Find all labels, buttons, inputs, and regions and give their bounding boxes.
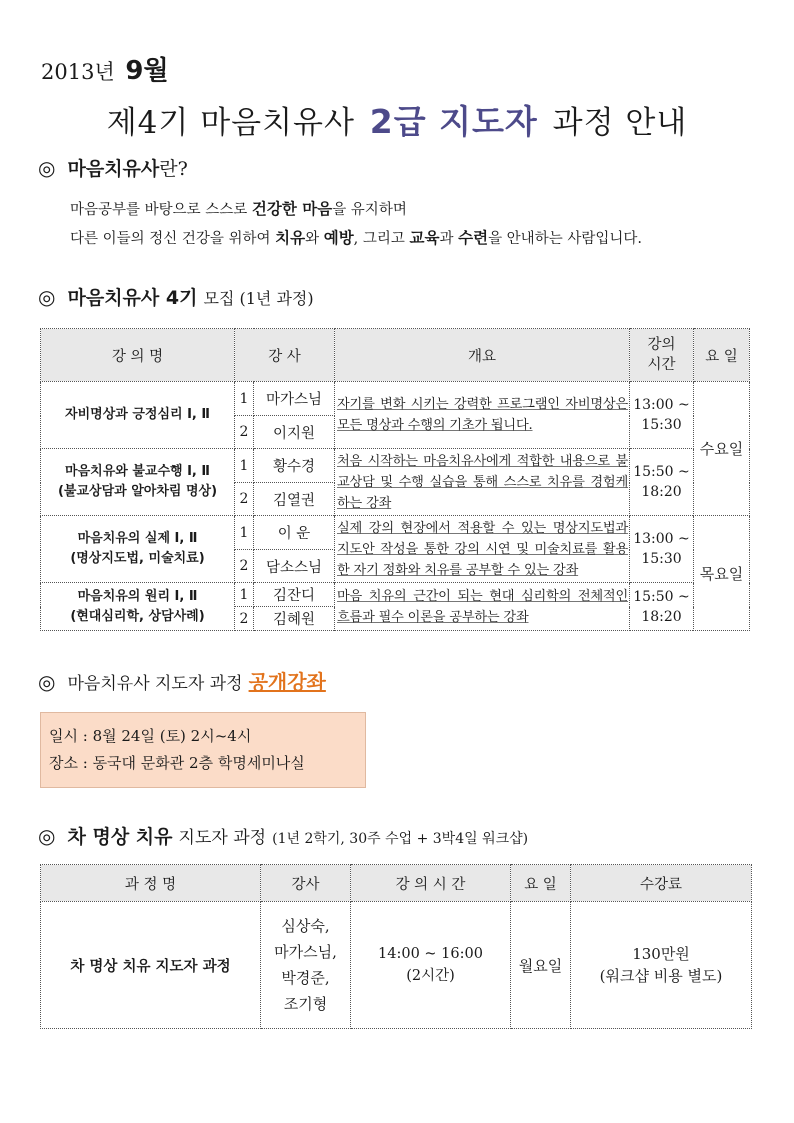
course-name <box>41 382 235 449</box>
course-time <box>630 583 694 631</box>
header-time: 강 의 시 간 <box>351 865 511 902</box>
instructor-name: 마가스님 <box>254 382 335 416</box>
time-end: 15:30 <box>641 417 682 433</box>
desc-text: 을 유지하며 <box>332 202 407 218</box>
instructor-name: 김혜원 <box>254 607 335 631</box>
header-day: 요 일 <box>694 329 750 382</box>
course-name: 차 명상 치유 지도자 과정 <box>41 902 261 1029</box>
time-start: 13:00 ~ <box>633 397 690 413</box>
title-highlight: 2급 지도자 <box>369 102 538 141</box>
course-overview <box>335 449 630 516</box>
instructor-name: 황수경 <box>254 449 335 483</box>
tea-course-table <box>40 864 752 1029</box>
course-line: (명상지도법, 미술치료) <box>70 551 205 566</box>
desc-text: 을 안내하는 사람입니다. <box>488 231 642 247</box>
heading-sub: (1년 2학기, 30주 수업 + 3박4일 워크샵) <box>272 831 529 847</box>
section-tea-meditation-heading <box>38 822 528 849</box>
course-name <box>41 583 235 631</box>
course-overview <box>335 382 630 449</box>
instructor-number: 2 <box>235 550 254 583</box>
course-line: 마음치유의 원리 Ⅰ, Ⅱ <box>77 588 198 604</box>
instructor-list <box>261 902 351 1029</box>
course-schedule-table <box>40 328 750 631</box>
instructor-name: 박경준, <box>281 969 330 987</box>
instructor-name: 김잔디 <box>254 583 335 607</box>
table-row <box>41 382 750 416</box>
heading-rest: 모집 (1년 과정) <box>203 289 314 308</box>
course-line: 마음치유의 실제 Ⅰ, Ⅱ <box>77 531 198 546</box>
date-month: 9월 <box>125 56 169 86</box>
header-instructor: 강사 <box>261 865 351 902</box>
instructor-name: 이지원 <box>254 416 335 449</box>
heading-strong: 차 명상 치유 <box>67 826 173 848</box>
instructor-name: 김열권 <box>254 483 335 516</box>
course-line: 마음치유와 불교수행 Ⅰ, Ⅱ <box>65 464 210 479</box>
time-duration: (2시간) <box>406 968 455 984</box>
table-row <box>41 449 750 483</box>
desc-emphasis: 예방 <box>323 229 354 247</box>
desc-text: 과 <box>439 231 459 247</box>
day-wednesday: 수요일 <box>694 382 750 516</box>
time-start: 15:50 ~ <box>633 588 690 605</box>
table-row <box>41 516 750 550</box>
header-instructor: 강 사 <box>235 329 335 382</box>
instructor-number: 1 <box>235 583 254 607</box>
heading-strong: 마음치유사 4기 <box>67 287 198 309</box>
instructor-number: 2 <box>235 607 254 631</box>
header-course: 강 의 명 <box>41 329 235 382</box>
time-range: 14:00 ~ 16:00 <box>378 946 483 962</box>
desc-text: 와 <box>305 231 324 247</box>
bullet-icon: ◎ <box>38 156 56 180</box>
bullet-icon: ◎ <box>38 824 56 848</box>
date-year: 2013년 <box>41 60 115 84</box>
course-day: 월요일 <box>511 902 571 1029</box>
heading-rest: 란? <box>159 158 188 180</box>
heading-rest: 마음치유사 지도자 과정 <box>67 674 243 694</box>
desc-emphasis: 수련 <box>458 229 489 247</box>
course-time <box>351 902 511 1029</box>
section-what-is-heading <box>38 154 188 181</box>
bullet-icon: ◎ <box>38 670 56 694</box>
course-time <box>630 449 694 516</box>
course-time <box>630 516 694 583</box>
day-thursday: 목요일 <box>694 516 750 631</box>
course-line: (현대심리학, 상담사례) <box>70 608 205 624</box>
overview-text: 마음 치유의 근간이 되는 현대 심리학의 전체적인 흐름과 필수 이론을 공부하는 강좌 <box>337 588 628 625</box>
description-line-2 <box>70 226 642 248</box>
course-name <box>41 516 235 583</box>
desc-text: 다른 이들의 정신 건강을 위하여 <box>70 231 276 247</box>
header-time-l1: 강의 <box>647 337 676 353</box>
instructor-number: 1 <box>235 449 254 483</box>
fee-note: (워크샵 비용 별도) <box>599 967 723 985</box>
instructor-name: 담소스님 <box>254 550 335 583</box>
header-time <box>630 329 694 382</box>
overview-text: 자기를 변화 시키는 강력한 프로그램인 자비명상은 모든 명상과 수행의 기초가 됩니다. <box>337 397 628 433</box>
lecture-datetime: 일시 : 8월 24일 (토) 2시~4시 <box>49 727 252 745</box>
time-end: 18:20 <box>641 608 682 625</box>
open-lecture-info-box <box>40 712 366 788</box>
course-overview <box>335 516 630 583</box>
table-header-row <box>41 329 750 382</box>
desc-text: 마음공부를 바탕으로 스스로 <box>70 202 252 218</box>
instructor-number: 2 <box>235 416 254 449</box>
instructor-name: 심상숙, <box>281 917 330 935</box>
document-date <box>41 50 169 87</box>
overview-text: 실제 강의 현장에서 적용할 수 있는 명상지도법과 지도안 작성을 통한 강의 시연 및 미술치료를 활용한 자기 정화와 치유를 공부할 수 있는 강좌 <box>337 520 628 578</box>
header-fee: 수강료 <box>571 865 752 902</box>
desc-emphasis: 치유 <box>275 229 306 247</box>
overview-text: 처음 시작하는 마음치유사에게 적합한 내용으로 불교상담 및 수행 실습을 통해 스스로 치유를 경험케 하는 강좌 <box>337 453 628 511</box>
header-overview: 개요 <box>335 329 630 382</box>
instructor-name: 마가스님, <box>274 943 337 961</box>
desc-emphasis: 건강한 마음 <box>251 200 333 218</box>
instructor-number: 2 <box>235 483 254 516</box>
section-recruitment-heading <box>38 283 314 310</box>
table-header-row <box>41 865 752 902</box>
title-post: 과정 안내 <box>552 105 688 141</box>
instructor-number: 1 <box>235 516 254 550</box>
desc-text: , 그리고 <box>353 231 410 247</box>
instructor-name: 이 운 <box>254 516 335 550</box>
page-title <box>0 96 794 143</box>
header-time-l2: 시간 <box>647 357 676 373</box>
course-fee <box>571 902 752 1029</box>
time-end: 18:20 <box>641 484 682 500</box>
course-name <box>41 449 235 516</box>
heading-orange: 공개강좌 <box>248 670 326 694</box>
instructor-name: 조기형 <box>283 995 328 1013</box>
fee-amount: 130만원 <box>632 945 690 963</box>
course-overview <box>335 583 630 631</box>
title-pre: 제4기 마음치유사 <box>106 105 355 141</box>
course-line: (불교상담과 알아차림 명상) <box>57 484 218 499</box>
time-start: 13:00 ~ <box>633 531 690 547</box>
instructor-number: 1 <box>235 382 254 416</box>
table-row <box>41 902 752 1029</box>
table-row <box>41 583 750 607</box>
header-day: 요 일 <box>511 865 571 902</box>
course-line: 자비명상과 긍정심리 Ⅰ, Ⅱ <box>65 407 210 422</box>
description-line-1 <box>70 197 407 219</box>
heading-rest: 지도자 과정 <box>178 828 267 848</box>
desc-emphasis: 교육 <box>409 229 440 247</box>
header-course: 과 정 명 <box>41 865 261 902</box>
section-open-lecture-heading <box>38 666 326 695</box>
bullet-icon: ◎ <box>38 285 56 309</box>
time-end: 15:30 <box>641 551 682 567</box>
time-start: 15:50 ~ <box>633 464 690 480</box>
course-time <box>630 382 694 449</box>
heading-strong: 마음치유사 <box>67 158 160 180</box>
lecture-location: 장소 : 동국대 문화관 2층 학명세미나실 <box>49 754 305 772</box>
